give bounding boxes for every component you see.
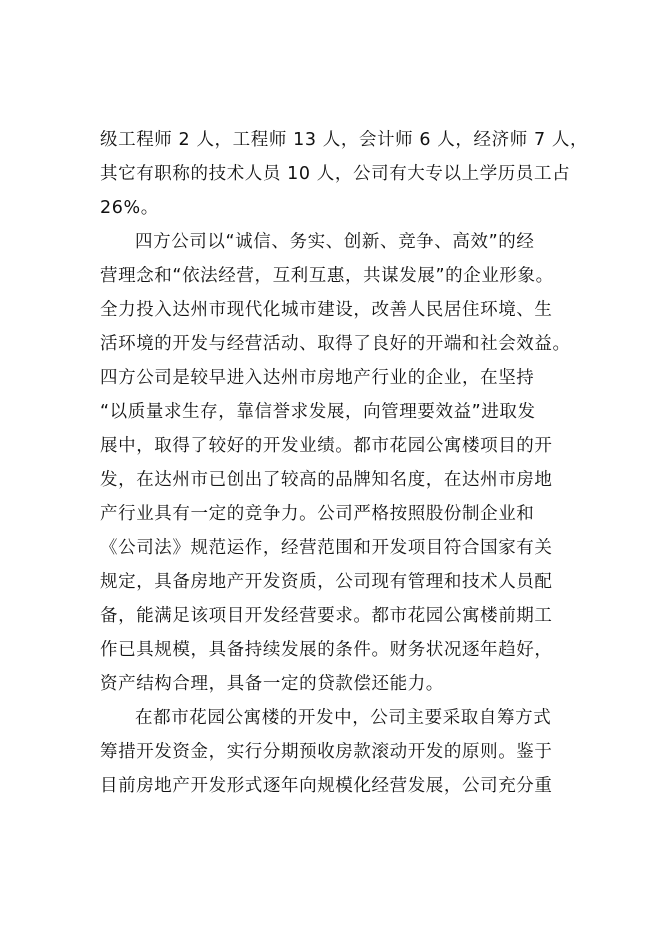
text-line: 作已具规模，具备持续发展的条件。财务状况逐年趋好， bbox=[100, 640, 553, 660]
text-line: 26%。 bbox=[100, 198, 159, 218]
text-line: 规定，具备房地产开发资质，公司现有管理和技术人员配 bbox=[100, 572, 553, 592]
text-line: 展中，取得了较好的开发业绩。都市花园公寓楼项目的开 bbox=[100, 436, 553, 456]
text-line: 四方公司是较早进入达州市房地产行业的企业，在坚持 bbox=[100, 368, 535, 388]
text-line: 目前房地产开发形式逐年向规模化经营发展，公司充分重 bbox=[100, 776, 553, 796]
text-line: 资产结构合理，具备一定的贷款偿还能力。 bbox=[100, 674, 444, 694]
text-line: 筹措开发资金，实行分期预收房款滚动开发的原则。鉴于 bbox=[100, 742, 553, 762]
text-line: 《公司法》规范运作，经营范围和开发项目符合国家有关 bbox=[100, 538, 553, 558]
paragraph-start-line: 在都市花园公寓楼的开发中，公司主要采取自筹方式 bbox=[135, 708, 552, 728]
text-line: 级工程师 2 人，工程师 13 人，会计师 6 人，经济师 7 人， bbox=[100, 130, 589, 150]
text-line: 备，能满足该项目开发经营要求。都市花园公寓楼前期工 bbox=[100, 606, 553, 626]
text-line: 其它有职称的技术人员 10 人，公司有大专以上学历员工占 bbox=[100, 164, 571, 184]
paragraph-start-line: 四方公司以“诚信、务实、创新、竞争、高效”的经 bbox=[135, 232, 535, 252]
body-text bbox=[100, 123, 589, 803]
text-line: 产行业具有一定的竞争力。公司严格按照股份制企业和 bbox=[100, 504, 535, 524]
text-line: 营理念和“依法经营，互利互惠，共谋发展”的企业形象。 bbox=[100, 266, 554, 286]
text-line: 全力投入达州市现代化城市建设，改善人民居住环境、生 bbox=[100, 300, 553, 320]
text-line: 活环境的开发与经营活动、取得了良好的开端和社会效益。 bbox=[100, 334, 571, 354]
text-line: “以质量求生存，靠信誉求发展，向管理要效益”进取发 bbox=[100, 402, 536, 422]
text-line: 发，在达州市已创出了较高的品牌知名度，在达州市房地 bbox=[100, 470, 553, 490]
